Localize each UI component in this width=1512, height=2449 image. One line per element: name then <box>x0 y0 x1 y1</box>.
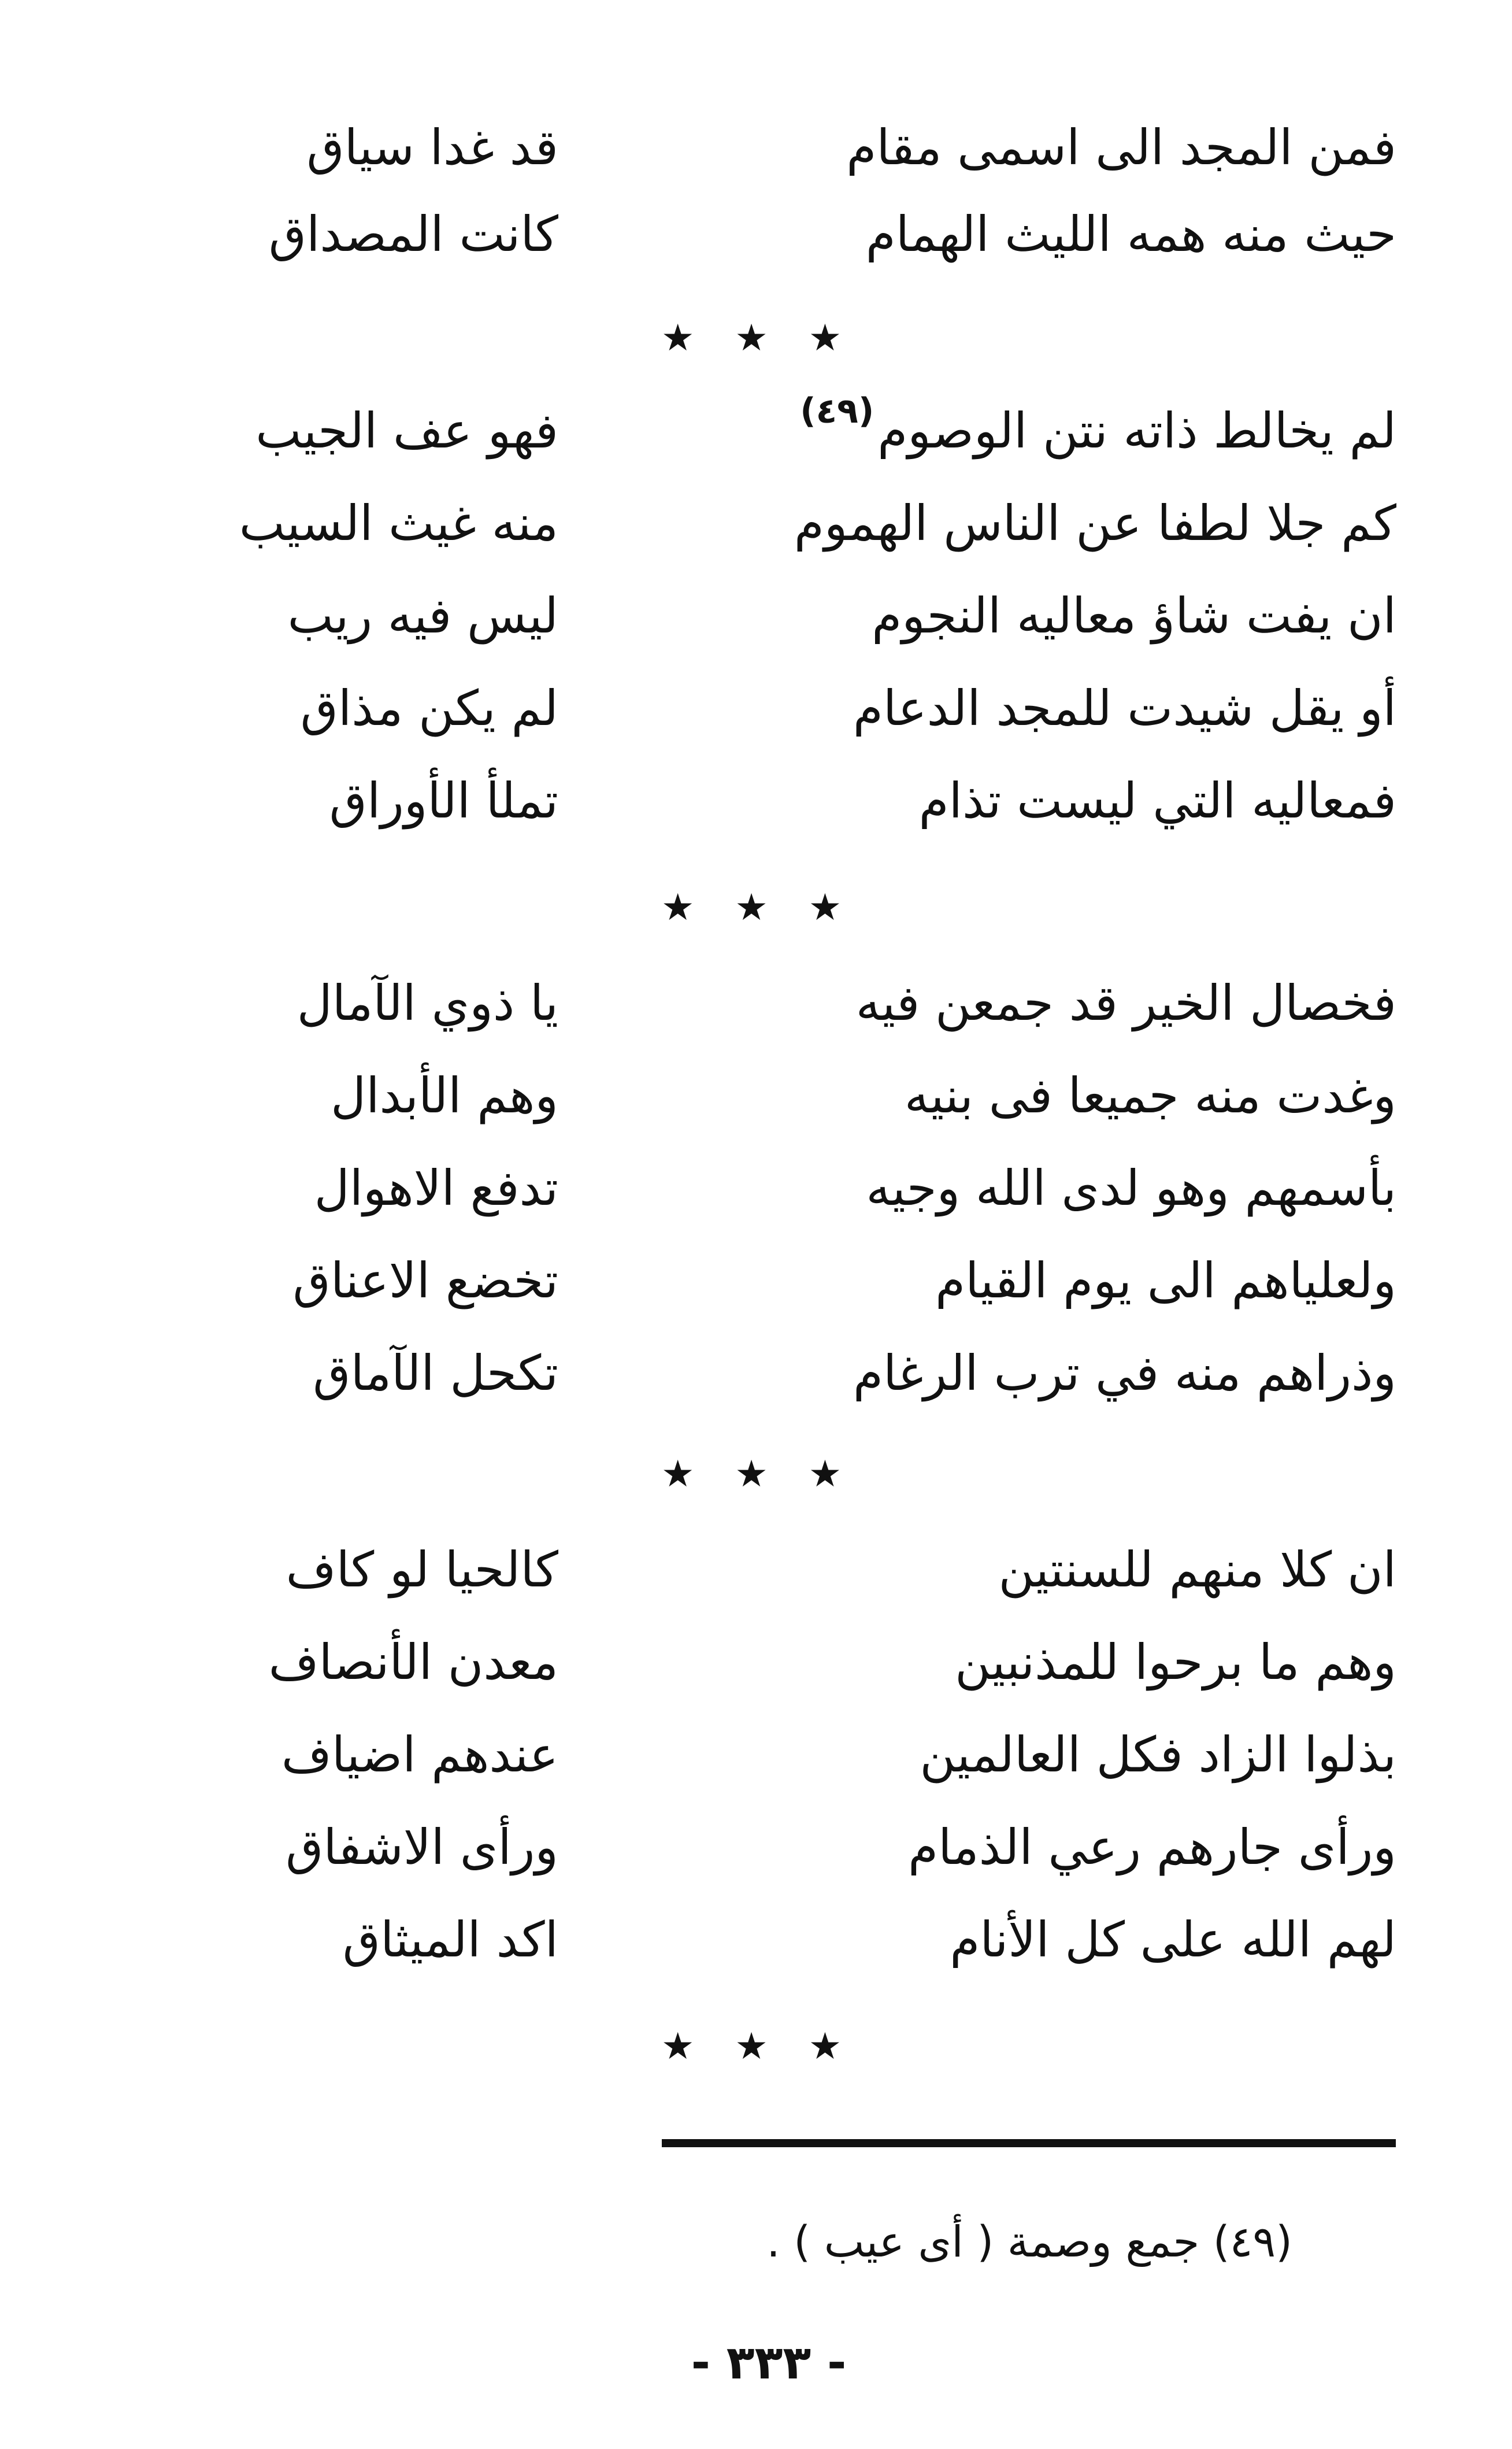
verse-right-hemistich: فمن المجد الى اسمى مقام <box>846 119 1396 176</box>
verse-right-hemistich: ان كلا منهم للسنتين <box>998 1541 1396 1598</box>
verse-right-hemistich: ان يفت شاؤ معاليه النجوم <box>872 587 1396 644</box>
verse-right-hemistich: وذراهم منه في ترب الرغام <box>853 1345 1396 1401</box>
verse-left-hemistich: تخضع الاعناق <box>292 1252 558 1309</box>
footnote-text: (٤٩) جمع وصمة ( أى عيب ) . <box>766 2217 1292 2267</box>
verse-left-hemistich: منه غيث السيب <box>239 495 558 552</box>
verse-right-hemistich: فمعاليه التي ليست تذام <box>918 772 1396 829</box>
verse-left-hemistich: تدفع الاهوال <box>314 1160 558 1216</box>
verse-left-hemistich: لم يكن مذاق <box>300 680 558 737</box>
verse-left-hemistich: كانت المصداق <box>268 206 558 262</box>
verse-left-hemistich: كالحيا لو كاف <box>286 1541 558 1598</box>
verse-right-hemistich: وهم ما برحوا للمذنبين <box>955 1634 1396 1690</box>
star-icon: ★ <box>661 1453 695 1496</box>
verse-right-hemistich: بذلوا الزاد فكل العالمين <box>920 1726 1396 1783</box>
star-icon: ★ <box>808 886 842 929</box>
footnote-divider <box>662 2139 1396 2147</box>
verse-left-hemistich: فهو عف الجيب <box>255 402 558 459</box>
verse-left-hemistich: ورأى الاشفاق <box>286 1819 558 1875</box>
star-icon: ★ <box>735 886 768 929</box>
verse-left-hemistich: اكد الميثاق <box>342 1911 558 1968</box>
star-icon: ★ <box>661 317 695 360</box>
star-icon: ★ <box>808 1453 842 1496</box>
star-icon: ★ <box>735 317 768 360</box>
star-icon: ★ <box>735 1453 768 1496</box>
verse-left-hemistich: قد غدا سياق <box>306 119 558 176</box>
verse-right-hemistich: لم يخالط ذاته نتن الوصوم (٤٩) <box>800 391 1396 459</box>
verse-left-hemistich: معدن الأنصاف <box>268 1634 558 1690</box>
verse-left-hemistich: وهم الأبدال <box>331 1067 558 1124</box>
footnote-reference: (٤٩) <box>800 391 874 431</box>
star-icon: ★ <box>661 886 695 929</box>
star-icon: ★ <box>808 317 842 360</box>
verse-right-hemistich: ورأى جارهم رعي الذمام <box>908 1819 1396 1875</box>
star-icon: ★ <box>808 2025 842 2068</box>
page-number: - ٣٣٣ - <box>691 2336 847 2389</box>
verse-right-hemistich: فخصال الخير قد جمعن فيه <box>855 975 1396 1031</box>
verse-left-hemistich: ليس فيه ريب <box>287 587 558 644</box>
stanza-separator <box>636 315 867 361</box>
verse-left-hemistich: عندهم اضياف <box>281 1726 558 1783</box>
stanza-separator <box>636 1451 867 1497</box>
star-icon: ★ <box>735 2025 768 2068</box>
verse-left-hemistich: تكحل الآماق <box>313 1345 558 1401</box>
verse-right-hemistich: كم جلا لطفا عن الناس الهموم <box>794 495 1396 552</box>
verse-right-hemistich: وغدت منه جميعا فى بنيه <box>904 1067 1396 1124</box>
verse-left-hemistich: يا ذوي الآمال <box>297 975 558 1031</box>
stanza-separator <box>636 885 867 931</box>
verse-right-hemistich: بأسمهم وهو لدى الله وجيه <box>866 1160 1396 1216</box>
verse-right-hemistich: لهم الله على كل الأنام <box>950 1911 1396 1968</box>
verse-left-hemistich: تملأ الأوراق <box>329 772 558 829</box>
verse-right-hemistich: حيث منه همه الليث الهمام <box>865 206 1396 262</box>
verse-right-hemistich: أو يقل شيدت للمجد الدعام <box>853 680 1396 737</box>
stanza-separator <box>636 2023 867 2070</box>
verse-right-hemistich: ولعلياهم الى يوم القيام <box>935 1252 1396 1309</box>
star-icon: ★ <box>661 2025 695 2068</box>
